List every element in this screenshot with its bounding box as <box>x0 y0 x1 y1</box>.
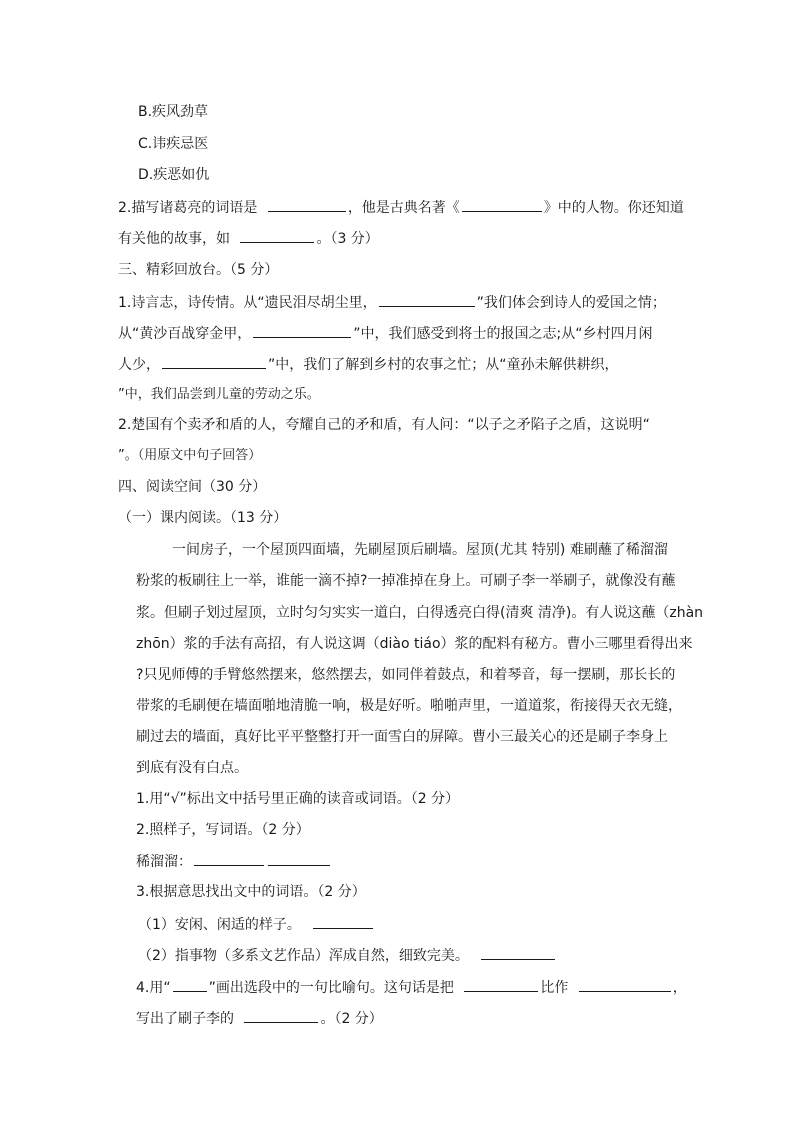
reading-q3: 3.根据意思找出文中的词语。（2 分） <box>136 884 366 900</box>
answer-blank[interactable] <box>173 977 207 992</box>
option-d: D.疾恶如仇 <box>138 167 210 183</box>
passage-line: ?只见师傅的手臂悠然摆来，悠然摆去，如同伴着鼓点，和着琴音，每一摆刷，那长长的 <box>136 667 676 683</box>
passage-line: 带浆的毛刷便在墙面啪地清脆一响，极是好听。啪啪声里，一道道浆，衔接得天衣无缝， <box>136 698 682 714</box>
answer-blank[interactable] <box>194 851 264 866</box>
passage-line: 刷过去的墙面，真好比平平整整打开一面雪白的屏障。曹小三最关心的还是刷子李身上 <box>136 729 668 745</box>
section4-heading: 四、阅读空间（30 分） <box>118 479 267 495</box>
option-c: C.讳疾忌医 <box>138 136 209 152</box>
reading-q2-example: 稀溜溜： <box>136 851 696 872</box>
passage-line: zhōn）浆的手法有高招，有人说这调（diào tiáo）浆的配料有秘方。曹小三哪里看得出来 <box>136 636 693 652</box>
passage-line: 浆。但刷子划过屋顶，立时匀匀实实一道白，白得透亮白得(清爽 清净)。有人说这蘸（zhàn <box>136 605 704 621</box>
section4-sub1: （一）课内阅读。（13 分） <box>118 510 288 526</box>
passage-line: 到底有没有白点。 <box>136 760 248 776</box>
q2-line2: 有关他的故事，如 。（3 分） <box>118 228 678 249</box>
s3-item2-line1: 2.楚国有个卖矛和盾的人，夸耀自己的矛和盾，有人问：“以子之矛陷子之盾，这说明“ <box>118 417 650 433</box>
answer-blank[interactable] <box>462 197 542 212</box>
reading-q1: 1.用“√”标出文中括号里正确的读音或词语。（2 分） <box>136 791 460 807</box>
answer-blank[interactable] <box>313 914 373 929</box>
reading-q4-line1: 4.用“ ”画出选段中的一句比喻句。这句话是把 比作 ， <box>136 977 696 998</box>
s3-item2-line2: ”。（用原文中句子回答） <box>118 448 262 463</box>
answer-blank[interactable] <box>240 228 314 243</box>
answer-blank[interactable] <box>464 977 538 992</box>
answer-blank[interactable] <box>244 1008 318 1023</box>
answer-blank[interactable] <box>268 197 346 212</box>
s3-item1-line3: 人少， ”中，我们了解到乡村的农事之忙；从“童孙未解供耕织， <box>118 354 678 375</box>
passage-line: 粉浆的板刷往上一举，谁能一滴不掉?一掉准掉在身上。可刷子李一举刷子，就像没有蘸 <box>136 573 676 589</box>
answer-blank[interactable] <box>268 851 330 866</box>
answer-blank[interactable] <box>253 323 351 338</box>
passage-line: 一间房子，一个屋顶四面墙，先刷屋顶后刷墙。屋顶(尤其 特别) 难刷蘸了稀溜溜 <box>172 542 668 558</box>
reading-q3-a: （1）安闲、闲适的样子。 <box>138 914 698 935</box>
s3-item1-line2: 从“黄沙百战穿金甲， ”中，我们感受到将士的报国之志;从“乡村四月闲 <box>118 323 678 344</box>
answer-blank[interactable] <box>579 977 671 992</box>
section3-heading: 三、精彩回放台。（5 分） <box>118 262 279 278</box>
option-b: B.疾风劲草 <box>138 104 209 120</box>
s3-item1-line1: 1.诗言志，诗传情。从“遗民泪尽胡尘里， ”我们体会到诗人的爱国之情； <box>118 292 678 313</box>
q2-line1: 2.描写诸葛亮的词语是 ，他是古典名著《 》中的人物。你还知道 <box>118 197 678 218</box>
answer-blank[interactable] <box>162 354 266 369</box>
reading-q3-b: （2）指事物（多系文艺作品）浑成自然，细致完美。 <box>138 945 698 966</box>
reading-q4-line2: 写出了刷子李的 。（2 分） <box>136 1008 696 1029</box>
s3-item1-line4: ”中，我们品尝到儿童的劳动之乐。 <box>118 387 320 402</box>
answer-blank[interactable] <box>379 292 475 307</box>
answer-blank[interactable] <box>481 945 555 960</box>
reading-q2: 2.照样子，写词语。（2 分） <box>136 822 310 838</box>
